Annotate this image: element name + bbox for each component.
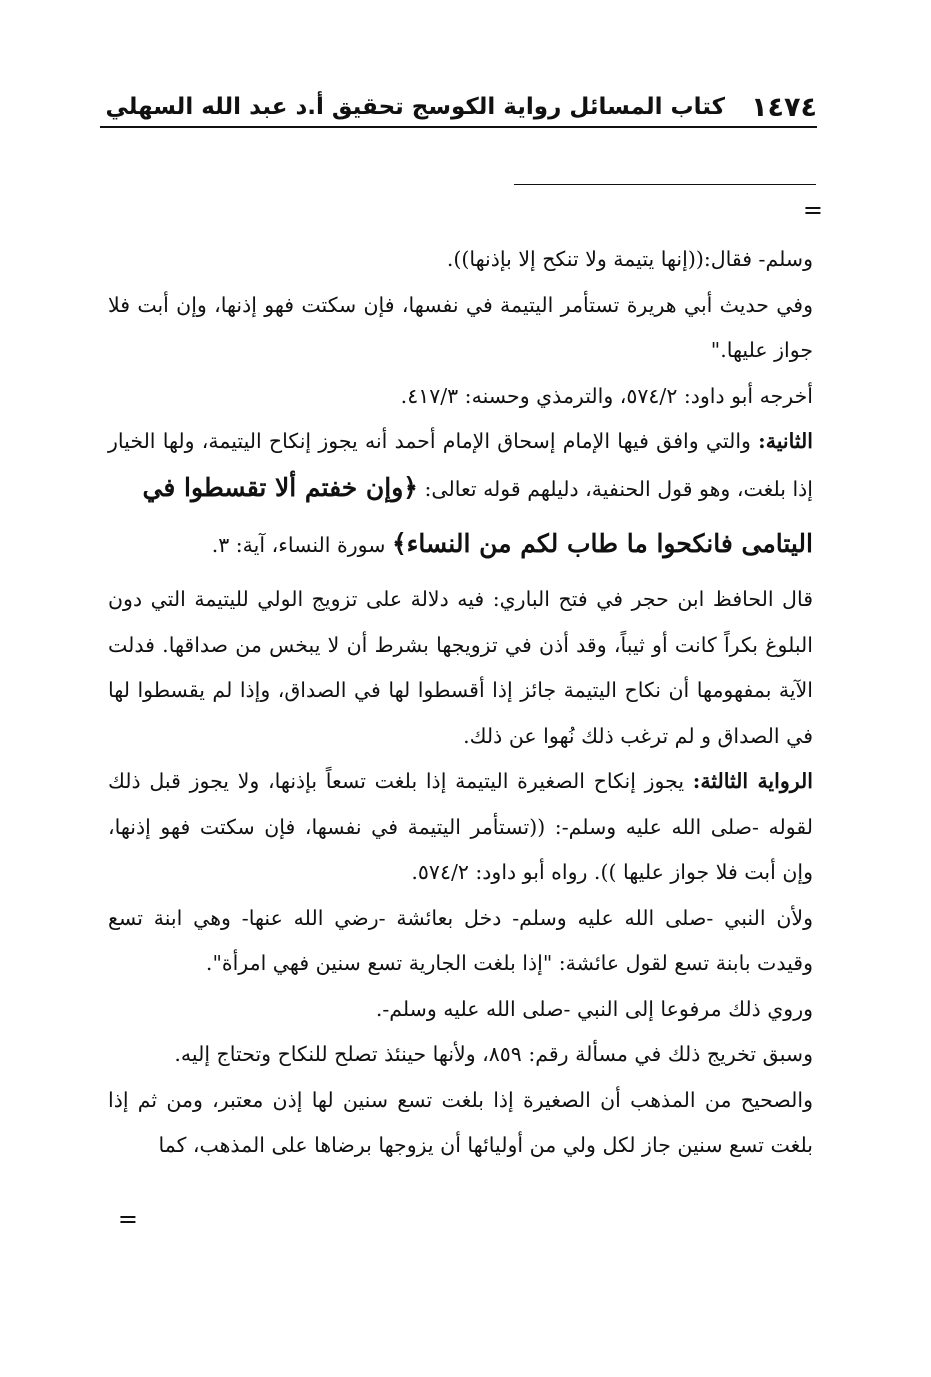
footnote-body bbox=[108, 237, 813, 1169]
footnote-paragraph: ولأن النبي -صلى الله عليه وسلم- دخل بعائشة -رضي الله عنها- وهي ابنة تسع وقيدت بابنة تسع لقول عائشة: "إذا بلغت الجارية تسع سنين فهي امرأة". bbox=[108, 905, 813, 975]
footnote-paragraph: أخرجه أبو داود: ٥٧٤/٢، والترمذي وحسنه: ٤١٧/٣. bbox=[400, 383, 813, 408]
section-label: الثانية: bbox=[758, 429, 813, 453]
continuation-mark-top: = bbox=[802, 196, 823, 224]
footnote-paragraph: قال الحافظ ابن حجر في فتح الباري: فيه دلالة على تزويج الولي لليتيمة التي دون البلوغ بكراً كانت أو ثيباً، وقد أذن في تزويجها بشرط أن لا يبخس من صداقها. فدلت الآية بمفهومها أن نكاح اليتيمة جائز إذا أقسطوا لها في الصداق، وإذا لم يقسطوا لها في الصداق و لم ترغب ذلك نُهوا عن ذلك. bbox=[108, 587, 813, 748]
footnote-paragraph-third-narration bbox=[108, 759, 813, 896]
footnote-paragraph: وسلم- فقال:((إنها يتيمة ولا تنكح إلا بإذنها)). bbox=[446, 247, 813, 271]
footnote-paragraph: وسبق تخريج ذلك في مسألة رقم: ٨٥٩، ولأنها حينئذ تصلح للنكاح وتحتاج إليه. bbox=[174, 1042, 813, 1066]
running-title: كتاب المسائل رواية الكوسج تحقيق أ.د عبد الله السهلي bbox=[105, 94, 725, 120]
paragraph-text: يجوز إنكاح الصغيرة اليتيمة إذا بلغت تسعاً بإذنها، ولا يجوز قبل ذلك لقوله -صلى الله عليه وسلم-: ((تستأمر اليتيمة في نفسها، فإن سكتت فهو إذنها، وإن أبت فلا جواز عليها )). رواه أبو داود: ٥٧٤/٢. bbox=[108, 769, 813, 884]
paragraph-text: والتي وافق فيها الإمام إسحاق الإمام أحمد أنه يجوز إنكاح اليتيمة، ولها الخيار إذا بلغت، وهو قول الحنفية، دليلهم قوله تعالى: bbox=[108, 429, 813, 501]
footnote-paragraph: وفي حديث أبي هريرة تستأمر اليتيمة في نفسها، فإن سكتت فهو إذنها، وإن أبت فلا جواز عليها." bbox=[108, 292, 813, 362]
quran-verse-part2: اليتامى فانكحوا ما طاب لكم من النساء﴾ bbox=[391, 529, 813, 558]
footnote-paragraph: وروي ذلك مرفوعا إلى النبي -صلى الله عليه وسلم-. bbox=[375, 996, 813, 1021]
verse-reference: سورة النساء، آية: ٣. bbox=[211, 533, 386, 557]
footnote-separator bbox=[514, 184, 816, 185]
running-header bbox=[100, 84, 817, 128]
page-number: ١٤٧٤ bbox=[751, 92, 817, 123]
verse-line bbox=[108, 512, 813, 577]
footnote-paragraph-second-narration bbox=[108, 419, 813, 512]
section-label: الرواية الثالثة: bbox=[692, 769, 813, 793]
continuation-mark-bottom: = bbox=[117, 1205, 138, 1233]
quran-verse-part1: ﴿وإن خفتم ألا تقسطوا في bbox=[142, 472, 418, 502]
footnote-paragraph: والصحيح من المذهب أن الصغيرة إذا بلغت تسع سنين لها إذن معتبر، ومن ثم إذا بلغت تسع سنين جاز لكل ولي من أوليائها أن يزوجها برضاها على المذهب، كما bbox=[108, 1087, 813, 1157]
